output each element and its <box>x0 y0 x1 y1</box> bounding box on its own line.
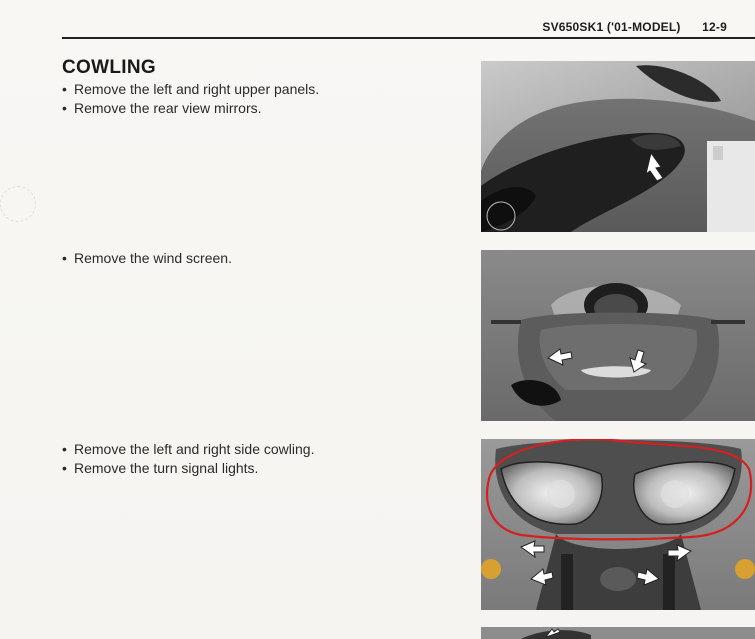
step-list-3 <box>62 440 314 478</box>
step-item: • Remove the rear view mirrors. <box>62 99 319 118</box>
figure-headlight-cowling-photo <box>481 439 755 610</box>
step-item: • Remove the left and right upper panels. <box>62 80 319 99</box>
figure-upper-panel-photo <box>481 61 755 232</box>
binding-hole-mark <box>0 186 36 222</box>
figure-headlight-cowling-image <box>481 439 755 610</box>
figure-next-photo-partial <box>481 627 755 639</box>
model-label: SV650SK1 ('01-MODEL) <box>542 20 681 34</box>
step-item: • Remove the turn signal lights. <box>62 459 314 478</box>
section-title: COWLING <box>62 57 156 78</box>
figure-wind-screen-image <box>481 250 755 421</box>
step-list-2 <box>62 249 232 268</box>
step-list-1 <box>62 80 319 118</box>
figure-wind-screen-photo <box>481 250 755 421</box>
step-item: • Remove the left and right side cowling. <box>62 440 314 459</box>
step-item: • Remove the wind screen. <box>62 249 232 268</box>
header-rule <box>62 37 755 39</box>
page-number: 12-9 <box>702 20 727 34</box>
figure-next-image-partial <box>481 627 755 639</box>
figure-upper-panel-image <box>481 61 755 232</box>
page-header <box>542 20 727 34</box>
